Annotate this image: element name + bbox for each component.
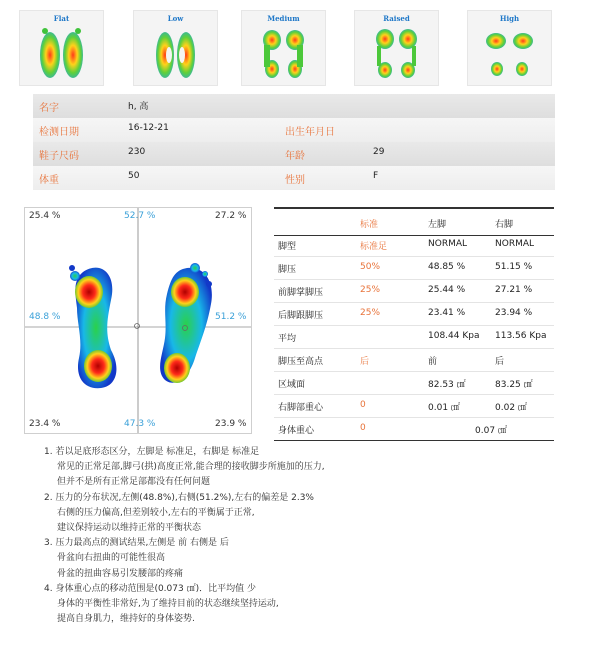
table-row [274,257,554,280]
header-right-foot: 右脚 [495,220,514,230]
date-label: 检测日期 [39,127,79,138]
map-mid-left: 48.8 % [29,312,61,322]
left-foot-heatmap [69,265,116,388]
table-row [274,395,554,418]
arch-label-low: Low [167,14,184,23]
row-left: 23.41 % [428,308,466,318]
raised-arch-feet-icon [355,25,438,83]
row-label: 脚压 [278,265,297,275]
note-1-detail-2: 但并不是所有正常足部都没有任何问题 [57,477,211,488]
table-row [274,349,554,372]
row-right: 51.15 % [495,262,533,272]
row-standard: 25% [360,308,381,318]
row-left: 25.44 % [428,285,466,295]
table-row [274,326,554,349]
row-label: 右脚部重心 [278,403,324,413]
table-row [274,280,554,303]
row-label: 身体重心 [278,426,315,436]
shoe-value: 230 [128,147,146,157]
note-1: 1. 若以足底形态区分，左脚是 标准足，右脚是 标准足 [44,447,260,457]
note-3-detail-2: 骨盆的扭曲容易引发腰部的疼痛 [57,568,184,579]
weight-label: 体重 [39,175,59,186]
note-4: 4. 身体重心点的移动范围是(0.073 ㎠)．比平均值 少 [44,583,256,594]
age-label: 年龄 [285,151,305,162]
shoe-label: 鞋子尺码 [39,151,79,162]
row-standard: 后 [360,357,370,367]
table-row-body-center [274,418,554,441]
high-arch-feet-icon [468,25,551,83]
note-3-detail-1: 骨盆向右扭曲的可能性很高 [57,553,166,564]
note-2-detail-1: 右侧的压力偏高,但差别较小,左右的平衡属于正常, [57,507,255,518]
low-arch-feet-icon [134,25,217,83]
map-top-center: 52.7 % [124,211,156,221]
info-row-weight [33,166,555,190]
row-label: 区域面 [278,380,306,390]
row-standard: 标准足 [360,242,388,252]
row-label: 前脚掌脚压 [278,288,324,298]
map-mid-right: 51.2 % [215,312,247,322]
birth-label: 出生年月日 [285,127,335,138]
map-bottom-center: 47.3 % [124,419,156,429]
row-left: 82.53 ㎠ [428,380,466,390]
row-left: NORMAL [428,239,468,249]
info-row-date [33,118,555,142]
row-right: 27.21 % [495,285,533,295]
row-left: 0.01 ㎠ [428,403,460,413]
gender-label: 性别 [285,175,305,186]
arch-label-medium: Medium [267,14,300,23]
arch-label-high: High [499,14,520,23]
map-top-left: 25.4 % [29,211,61,221]
row-left: 前 [428,357,438,367]
analysis-notes [44,445,564,627]
arch-thumb-flat[interactable] [19,10,104,86]
header-standard: 标准 [360,220,379,230]
note-3: 3. 压力最高点的测试结果,左侧是 前 右侧是 后 [44,538,229,549]
map-bottom-right: 23.9 % [215,419,247,429]
name-value: h, 高 [128,102,149,112]
arch-label-flat: Flat [53,14,70,23]
patient-info-panel [33,94,555,192]
row-label: 脚型 [278,242,297,252]
table-row [274,372,554,395]
date-value: 16-12-21 [128,123,169,133]
arch-label-raised: Raised [383,14,410,23]
note-2-detail-2: 建议保持运动以维持正常的平衡状态 [57,523,202,534]
note-1-detail-1: 常见的正常足部,脚弓(拱)高度正常,能合理的接收脚步所施加的压力, [57,462,325,473]
pressure-map [24,207,252,434]
row-right: NORMAL [495,239,535,249]
age-value: 29 [373,147,385,157]
row-label: 平均 [278,334,297,344]
table-header [274,207,554,236]
arch-thumb-medium[interactable] [241,10,326,86]
row-right: 113.56 Kpa [495,331,547,341]
table-row [274,303,554,326]
weight-value: 50 [128,171,140,181]
gender-value: F [373,171,379,181]
arch-thumb-high[interactable] [467,10,552,86]
row-label: 脚压至高点 [278,357,324,367]
row-standard: 0 [360,423,366,433]
arch-thumb-raised[interactable] [354,10,439,86]
arch-thumb-low[interactable] [133,10,218,86]
row-right: 23.94 % [495,308,533,318]
name-label: 名字 [39,103,59,114]
row-standard: 0 [360,400,366,410]
table-row [274,234,554,257]
note-2: 2. 压力的分布状况,左侧(48.8%),右侧(51.2%),左右的偏差是 2.3% [44,492,314,503]
medium-arch-feet-icon [242,25,325,83]
row-left: 108.44 Kpa [428,331,480,341]
row-right: 后 [495,357,505,367]
note-4-detail-1: 身体的平衡性非常好,为了维持目前的状态继续坚持运动, [57,599,279,610]
map-top-right: 27.2 % [215,211,247,221]
note-4-detail-2: 提高自身肌力，维持好的身体姿势. [57,614,195,625]
row-left: 48.85 % [428,262,466,272]
row-combined-value: 0.07 ㎠ [475,426,507,436]
flat-feet-icon [20,25,103,83]
map-bottom-left: 23.4 % [29,419,61,429]
row-right: 83.25 ㎠ [495,380,533,390]
info-row-shoe [33,142,555,166]
row-label: 后脚跟脚压 [278,311,324,321]
row-standard: 25% [360,285,381,295]
info-row-name [33,94,555,118]
row-right: 0.02 ㎠ [495,403,527,413]
header-left-foot: 左脚 [428,220,447,230]
right-foot-heatmap [160,263,212,383]
row-standard: 50% [360,262,381,272]
